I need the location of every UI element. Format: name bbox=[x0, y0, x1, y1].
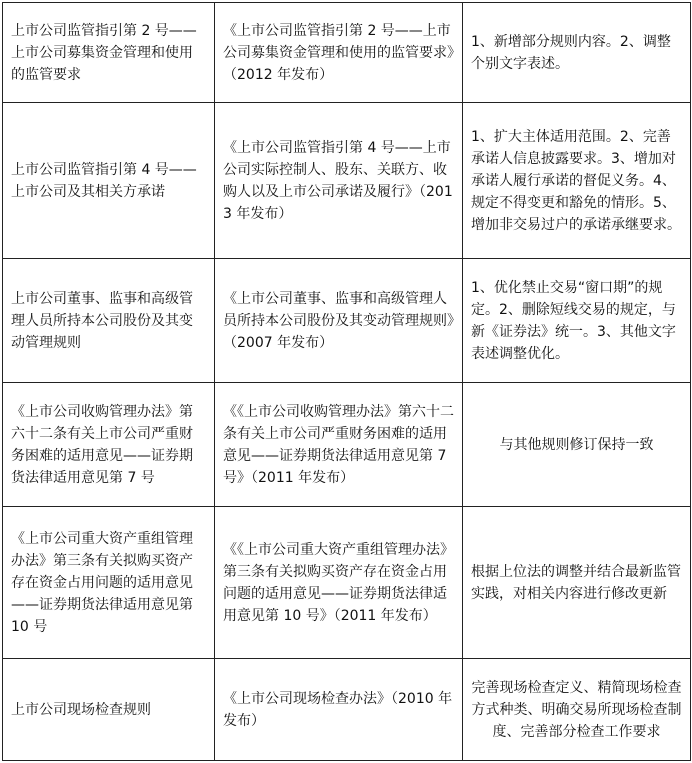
table-row bbox=[3, 3, 691, 103]
new-rule-cell: 上市公司董事、监事和高级管理人员所持本公司股份及其变动管理规则 bbox=[3, 259, 215, 383]
table-row bbox=[3, 659, 691, 761]
new-rule-cell: 上市公司监管指引第 4 号——上市公司及其相关方承诺 bbox=[3, 103, 215, 259]
changes-cell: 1、扩大主体适用范围。2、完善承诺人信息披露要求。3、增加对承诺人履行承诺的督促义务。4、规定不得变更和豁免的情形。5、增加非交易过户的承诺承继要求。 bbox=[463, 103, 691, 259]
old-rule-cell: 《上市公司监管指引第 2 号——上市公司募集资金管理和使用的监管要求》（2012 年发布） bbox=[215, 3, 463, 103]
table-row bbox=[3, 259, 691, 383]
table-row bbox=[3, 383, 691, 507]
old-rule-cell: 《上市公司监管指引第 4 号——上市公司实际控制人、股东、关联方、收购人以及上市公司承诺及履行》（2013 年发布） bbox=[215, 103, 463, 259]
new-rule-cell: 《上市公司收购管理办法》第六十二条有关上市公司严重财务困难的适用意见——证券期货法律适用意见第 7 号 bbox=[3, 383, 215, 507]
old-rule-cell: 《《上市公司收购管理办法》第六十二条有关上市公司严重财务困难的适用意见——证券期货法律适用意见第 7 号》（2011 年发布） bbox=[215, 383, 463, 507]
changes-cell: 根据上位法的调整并结合最新监管实践，对相关内容进行修改更新 bbox=[463, 507, 691, 659]
new-rule-cell: 上市公司监管指引第 2 号——上市公司募集资金管理和使用的监管要求 bbox=[3, 3, 215, 103]
table-row bbox=[3, 507, 691, 659]
changes-cell: 完善现场检查定义、精简现场检查方式种类、明确交易所现场检查制度、完善部分检查工作要求 bbox=[463, 659, 691, 761]
old-rule-cell: 《《上市公司重大资产重组管理办法》第三条有关拟购买资产存在资金占用问题的适用意见——证券期货法律适用意见第 10 号》（2011 年发布） bbox=[215, 507, 463, 659]
old-rule-cell: 《上市公司现场检查办法》（2010 年发布） bbox=[215, 659, 463, 761]
new-rule-cell: 上市公司现场检查规则 bbox=[3, 659, 215, 761]
regulation-revision-table bbox=[2, 2, 691, 761]
old-rule-cell: 《上市公司董事、监事和高级管理人员所持本公司股份及其变动管理规则》（2007 年发布） bbox=[215, 259, 463, 383]
changes-cell: 1、优化禁止交易“窗口期”的规定。2、删除短线交易的规定，与新《证券法》统一。3、其他文字表述调整优化。 bbox=[463, 259, 691, 383]
table-row bbox=[3, 103, 691, 259]
new-rule-cell: 《上市公司重大资产重组管理办法》第三条有关拟购买资产存在资金占用问题的适用意见——证券期货法律适用意见第 10 号 bbox=[3, 507, 215, 659]
changes-cell: 与其他规则修订保持一致 bbox=[463, 383, 691, 507]
changes-cell: 1、新增部分规则内容。2、调整个别文字表述。 bbox=[463, 3, 691, 103]
